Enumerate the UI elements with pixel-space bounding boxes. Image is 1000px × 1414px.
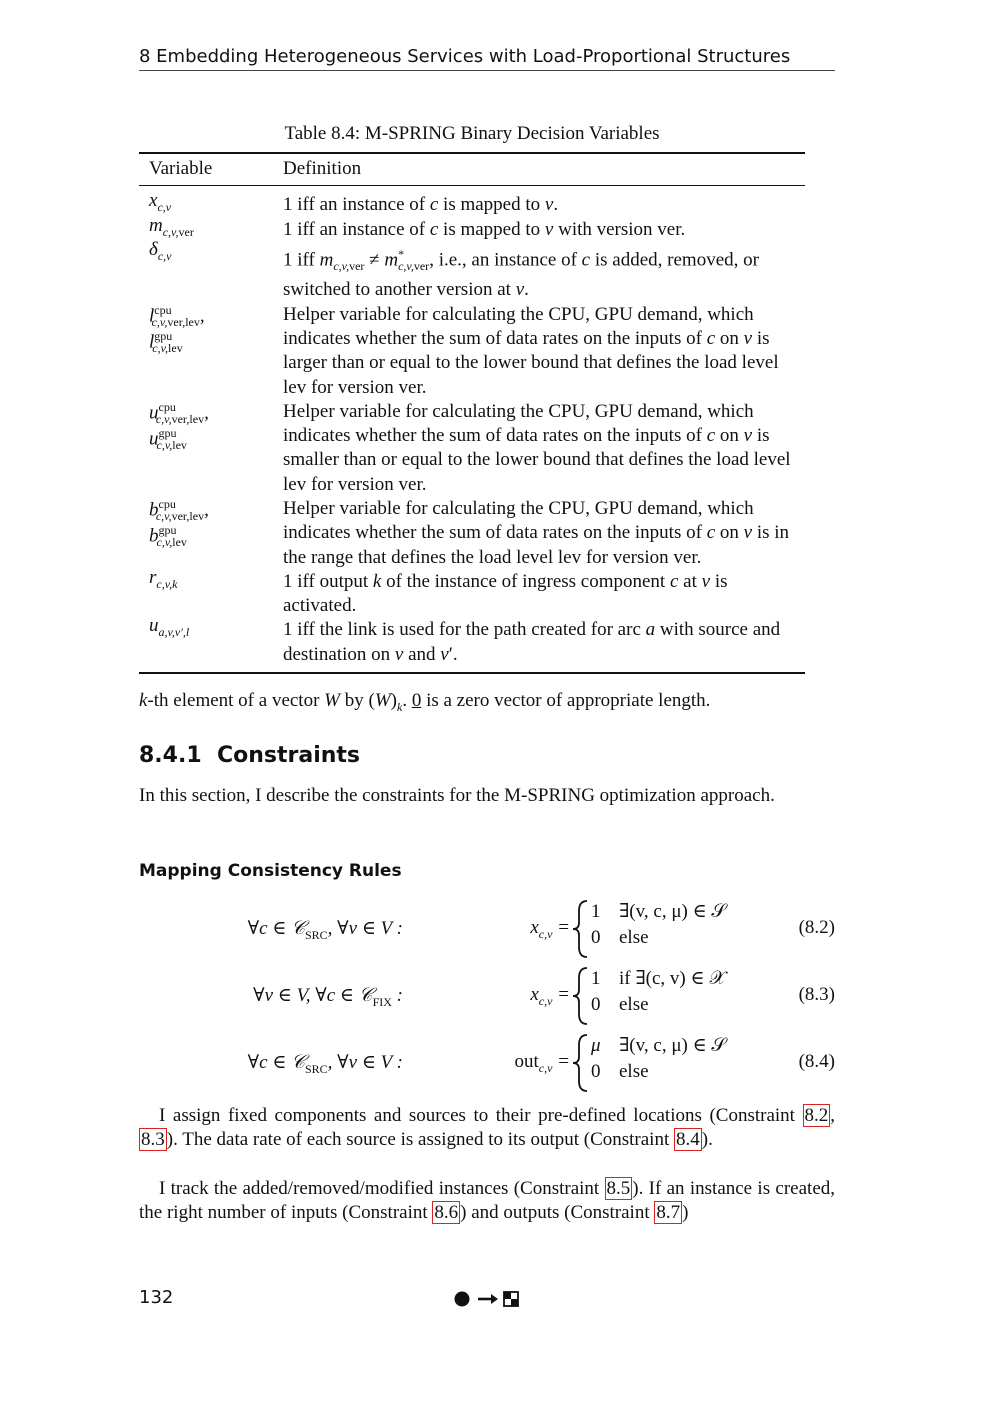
variable-cell: $\delta_{c,v}$ [149,238,172,263]
equation-condition: ∀c ∈ 𝒞$_{SRC}$, ∀v ∈ V : [247,1052,403,1076]
page-number: 132 [139,1287,174,1308]
definition-cell: 1 iff $m_{c,v,ver} \ne m^*_{c,v,ver}$, i.e., an instance of c is added, removed, or switched to another version at v. [283,246,759,301]
equation-number: (8.2) [798,917,835,938]
equation-condition: ∀v ∈ V, ∀c ∈ 𝒞$_{FIX}$ : [253,985,403,1009]
column-header-variable: Variable [139,153,273,186]
equation-number: (8.4) [798,1051,835,1072]
running-head: 8 Embedding Heterogeneous Services with Load-Proportional Structures [139,46,835,71]
table-row [139,186,805,218]
equation-cases: μ ∃(v, c, μ) ∈ 𝒮 0 else [591,1035,727,1082]
equation-cases: 1 if ∃(c, v) ∈ 𝒳 0 else [591,968,726,1015]
paragraph-vector-notation: k-th element of a vector W by $(W)_k$. 0 is a zero vector of appropriate length. [139,690,711,714]
table-row [139,570,805,619]
constraint-link-8-2[interactable]: 8.2 [804,1105,829,1126]
equation-8-3 [139,966,835,1026]
section-number: 8.4.1 [139,743,202,768]
equation-lhs: out$_{c,v}$ = [514,1051,570,1075]
table-row [139,303,805,400]
definition-cell: 1 iff an instance of c is mapped to v with version ver. [283,218,686,240]
left-brace-icon [571,966,589,1026]
column-header-definition: Definition [273,153,805,186]
constraint-link-8-5[interactable]: 8.5 [606,1178,631,1199]
equation-8-2 [139,899,835,959]
paragraph-track-instances: I track the added/removed/modified instances (Constraint 8.5 ). If an instance is created, the right number of inputs (Constraint 8.6 ) and outputs (Constraint 8.7 ) [139,1178,835,1224]
variable-cell: $u^{cpu}_{c,v,ver,lev}$, $u^{gpu}_{c,v,lev}$ [149,399,209,453]
table-row [139,497,805,570]
subsection-heading: Mapping Consistency Rules [139,861,402,881]
paragraph-assign-fixed: I assign fixed components and sources to their pre-defined locations (Constraint 8.2 , 8.3 ). The data rate of each source is assigned to its output (Constraint 8.4 ). [141,1105,835,1151]
definition-cell: 1 iff the link is used for the path created for arc a with source and destination on v and v′. [273,618,805,673]
constraint-link-8-3[interactable]: 8.3 [141,1129,165,1151]
section-heading [139,743,360,768]
table-row [139,242,805,303]
constraint-link-8-7[interactable]: 8.7 [656,1202,681,1224]
left-brace-icon [571,1033,589,1093]
table-row [139,618,805,673]
definition-cell: Helper variable for calculating the CPU, GPU demand, which indicates whether the sum of data rates on the inputs of c on v is smaller than or equal to the lower bound that defines the load level lev for version ver. [283,400,791,495]
variable-cell: $b^{cpu}_{c,v,ver,lev}$, $b^{gpu}_{c,v,lev}$ [149,496,209,550]
paragraph-intro: In this section, I describe the constraints for the M-SPRING optimization approach. [139,785,775,806]
definition-cell: Helper variable for calculating the CPU, GPU demand, which indicates whether the sum of data rates on the inputs of c on v is larger than or equal to the lower bound that defines the load level lev for version ver. [283,303,779,398]
constraint-link-8-6[interactable]: 8.6 [434,1202,459,1224]
equation-cases: 1 ∃(v, c, μ) ∈ 𝒮 0 else [591,901,727,948]
variable-cell: $x_{c,v}$ [149,190,172,215]
constraint-link-8-4[interactable]: 8.4 [676,1129,700,1151]
variable-cell: $r_{c,v,k}$ [149,566,178,591]
table-caption: Table 8.4: M-SPRING Binary Decision Variables [284,123,660,144]
equation-lhs: $x_{c,v}$ = [530,917,570,941]
variables-table [139,152,805,674]
definition-cell: 1 iff an instance of c is mapped to v. [283,194,559,216]
section-title: Constraints [216,743,361,768]
variable-cell: $l^{cpu}_{c,v,ver,lev}$, $l^{gpu}_{c,v,lev}$ [149,302,205,355]
table-row [139,218,805,242]
left-brace-icon [571,899,589,959]
variable-cell: $m_{c,v,ver}$ [149,214,194,239]
series-logo-icon [454,1289,520,1309]
variable-cell: $u_{a,v,v',l}$ [139,618,273,673]
definition-cell: 1 iff output k of the instance of ingress component c at v is activated. [283,570,728,617]
equation-number: (8.3) [798,984,835,1005]
equation-lhs: $x_{c,v}$ = [530,984,570,1008]
table-header-row [139,153,805,186]
definition-cell: Helper variable for calculating the CPU, GPU demand, which indicates whether the sum of data rates on the inputs of c on v is in the range that defines the load level lev for version ver. [283,497,790,568]
equation-8-4 [139,1033,835,1093]
table-row [139,400,805,497]
equation-condition: ∀c ∈ 𝒞$_{SRC}$, ∀v ∈ V : [247,918,403,942]
